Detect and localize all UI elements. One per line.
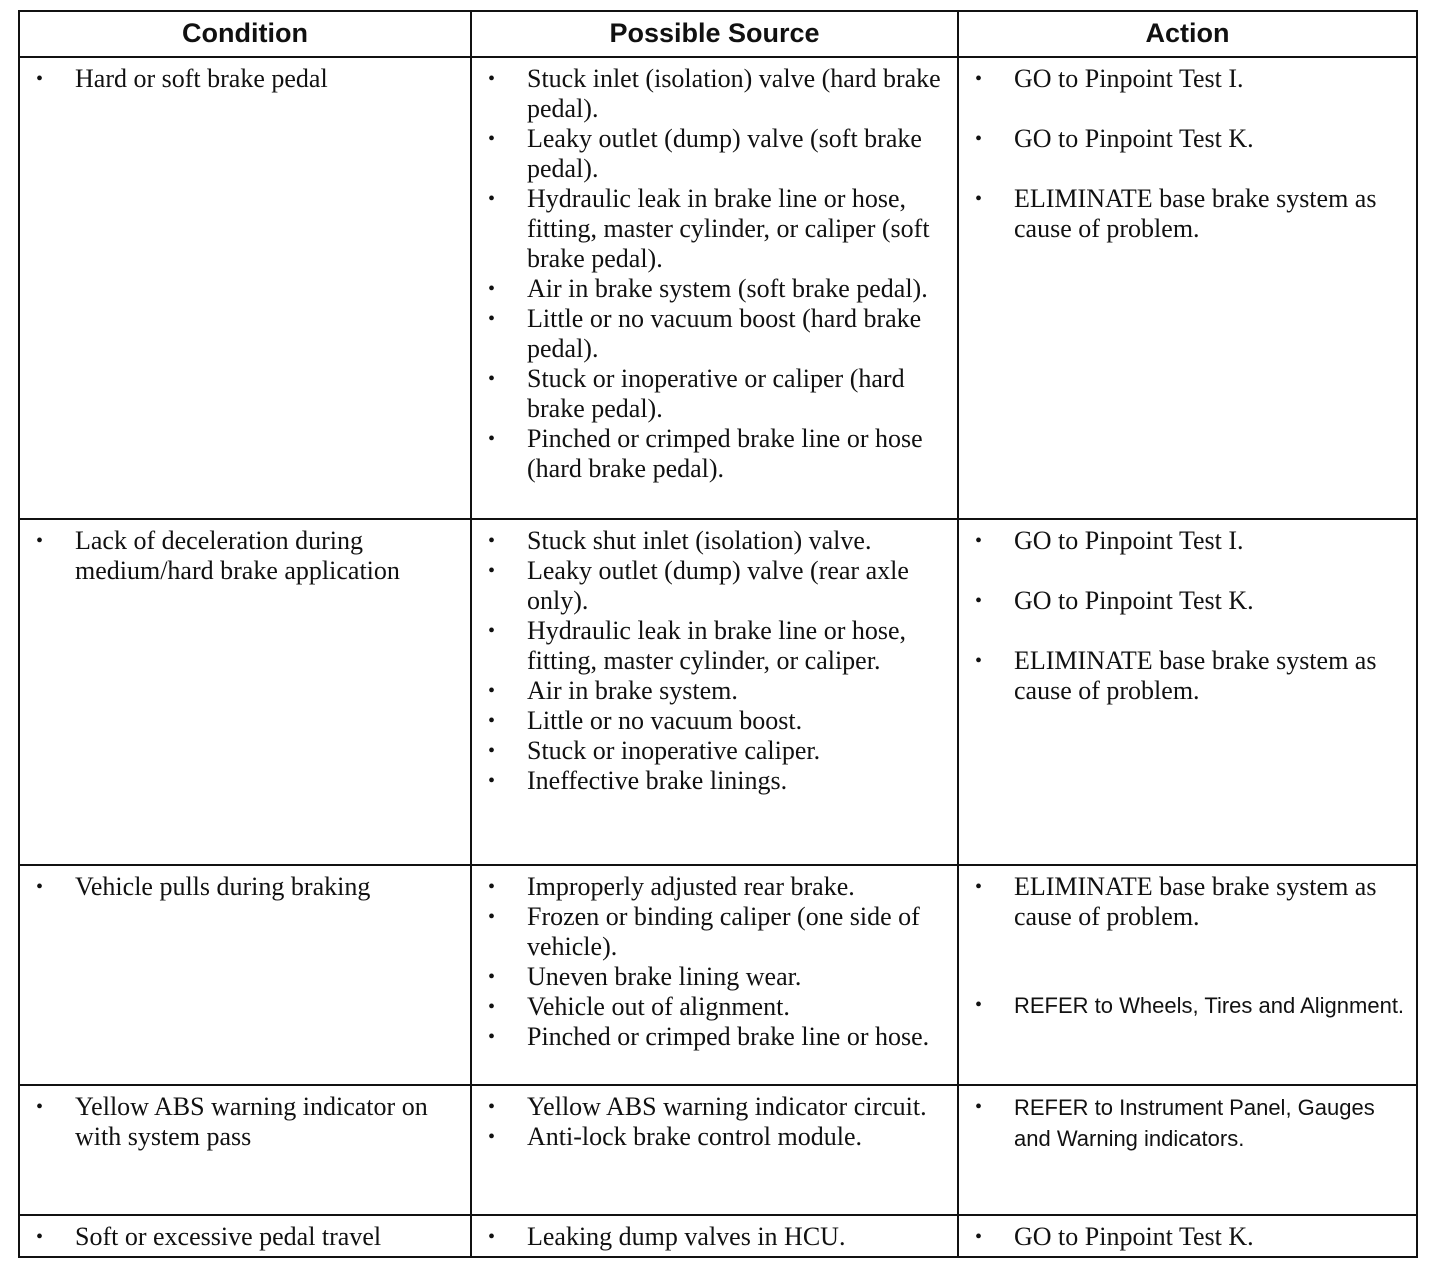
- list-item: • Pinched or crimped brake line or hose.: [488, 1022, 930, 1051]
- list-item: • Pinched or crimped brake line or hose (hard brake pedal).: [488, 424, 923, 483]
- table-row: [20, 1216, 1416, 1256]
- list-item: • Vehicle pulls during braking: [36, 872, 371, 901]
- list-item: • Soft or excessive pedal travel: [36, 1222, 382, 1251]
- source-cell: [472, 1216, 959, 1256]
- list-item: • Yellow ABS warning indicator on with system pass: [36, 1092, 428, 1151]
- list-item: • Anti-lock brake control module.: [488, 1122, 863, 1151]
- list-item: • Hydraulic leak in brake line or hose, fitting, master cylinder, or caliper.: [488, 616, 907, 675]
- list-item: • Ineffective brake linings.: [488, 766, 788, 795]
- list-item: • Stuck or inoperative or caliper (hard brake pedal).: [488, 364, 905, 423]
- list-item: • Lack of deceleration during medium/hard brake application: [36, 526, 400, 585]
- list-item: • Vehicle out of alignment.: [488, 992, 790, 1021]
- list-item: • GO to Pinpoint Test K.: [975, 586, 1254, 615]
- action-cell: [959, 1086, 1416, 1214]
- list-item: • ELIMINATE base brake system as cause of problem.: [975, 646, 1377, 705]
- header-possible-source: Possible Source: [472, 12, 959, 56]
- source-cell: [472, 520, 959, 864]
- list-item: • GO to Pinpoint Test I.: [975, 526, 1244, 555]
- condition-cell: [20, 866, 472, 1084]
- table-header-row: [20, 12, 1416, 58]
- header-action: Action: [1145, 18, 1230, 48]
- list-item: • Stuck shut inlet (isolation) valve.: [488, 526, 872, 555]
- list-item: • Stuck or inoperative caliper.: [488, 736, 821, 765]
- list-item: • GO to Pinpoint Test I.: [975, 64, 1244, 93]
- action-cell: [959, 520, 1416, 864]
- list-item: • ELIMINATE base brake system as cause of problem.: [975, 184, 1377, 243]
- list-item: • GO to Pinpoint Test K.: [975, 1222, 1254, 1251]
- list-item: • Leaky outlet (dump) valve (rear axle only).: [488, 556, 909, 615]
- list-item: • Yellow ABS warning indicator circuit.: [488, 1092, 927, 1121]
- source-cell: [472, 866, 959, 1084]
- action-cell: [959, 866, 1416, 1084]
- list-item: • Hard or soft brake pedal: [36, 64, 328, 93]
- source-cell: [472, 58, 959, 518]
- list-item: • Little or no vacuum boost.: [488, 706, 803, 735]
- source-cell: [472, 1086, 959, 1214]
- table-row: [20, 866, 1416, 1086]
- condition-cell: [20, 1086, 472, 1214]
- action-cell: [959, 58, 1416, 518]
- condition-cell: [20, 520, 472, 864]
- list-item: • Air in brake system.: [488, 676, 738, 705]
- list-item: • Frozen or binding caliper (one side of vehicle).: [488, 902, 920, 961]
- table-row: [20, 58, 1416, 520]
- action-cell: [959, 1216, 1416, 1256]
- list-item: • Leaking dump valves in HCU.: [488, 1222, 846, 1251]
- list-item: • Little or no vacuum boost (hard brake pedal).: [488, 304, 922, 363]
- list-item: • ELIMINATE base brake system as cause of problem.: [975, 872, 1377, 931]
- list-item: • Stuck inlet (isolation) valve (hard brake pedal).: [488, 64, 941, 123]
- diagnosis-table: [18, 10, 1418, 1258]
- list-item: • Air in brake system (soft brake pedal).: [488, 274, 928, 303]
- list-item: • Uneven brake lining wear.: [488, 962, 802, 991]
- condition-cell: [20, 58, 472, 518]
- list-item: • Leaky outlet (dump) valve (soft brake pedal).: [488, 124, 922, 183]
- list-item: • REFER to Wheels, Tires and Alignment.: [975, 993, 1405, 1018]
- list-item: • GO to Pinpoint Test K.: [975, 124, 1254, 153]
- header-condition: Condition: [20, 12, 472, 56]
- list-item: • Hydraulic leak in brake line or hose, fitting, master cylinder, or caliper (soft brake pedal).: [488, 184, 930, 273]
- list-item: • Improperly adjusted rear brake.: [488, 872, 855, 901]
- list-item: • REFER to Instrument Panel, Gauges and Warning indicators.: [975, 1095, 1375, 1151]
- table-row: [20, 520, 1416, 866]
- condition-cell: [20, 1216, 472, 1256]
- table-row: [20, 1086, 1416, 1216]
